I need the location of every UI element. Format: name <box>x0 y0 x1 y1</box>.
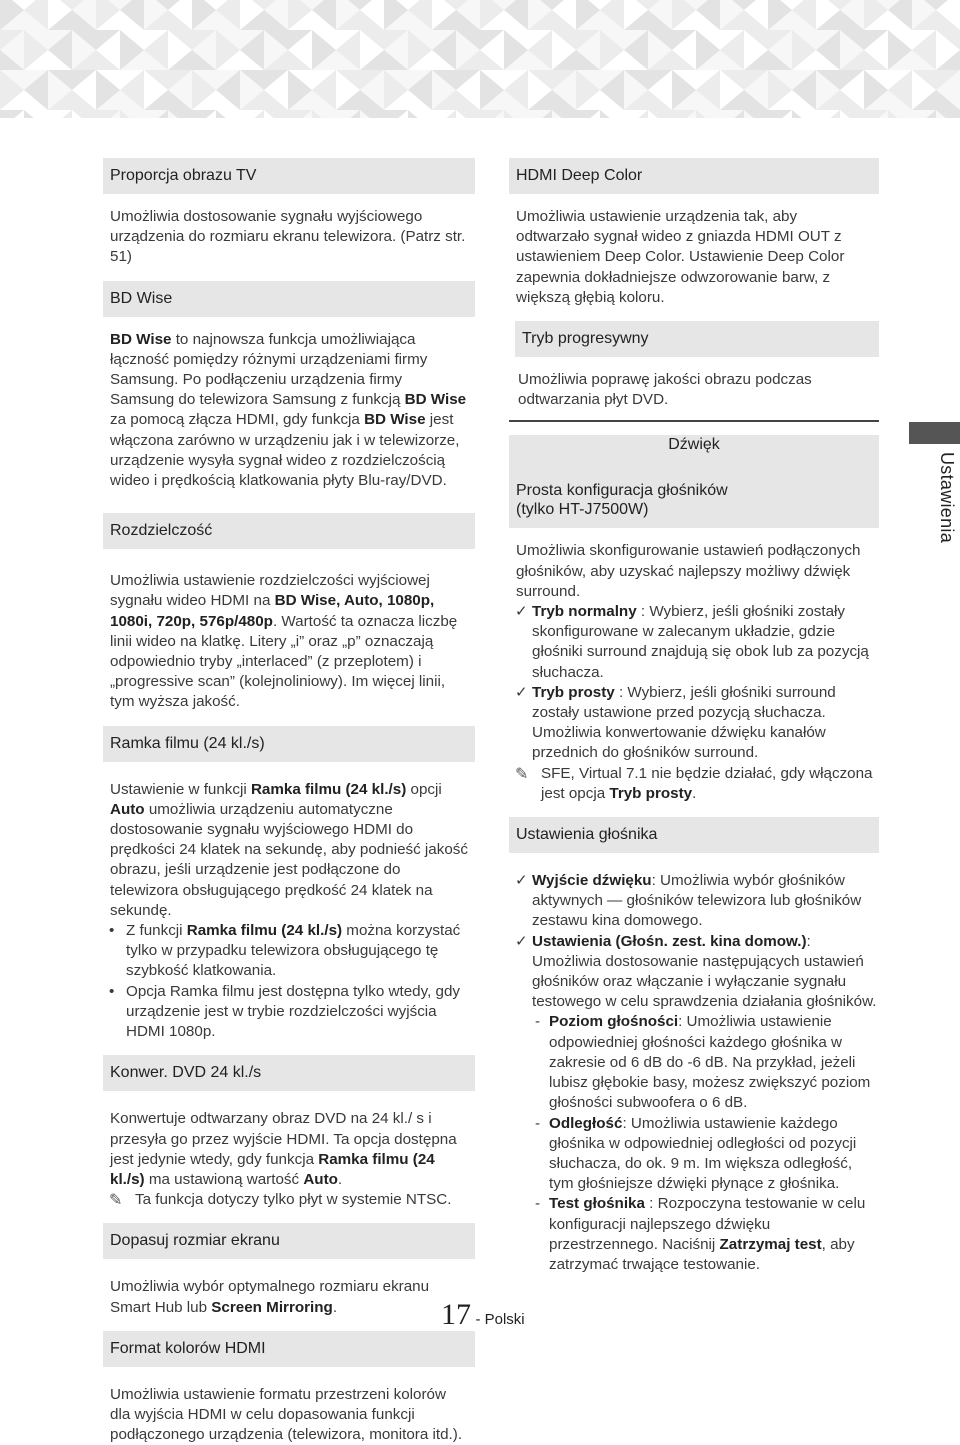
section-body-speaker-config: Umożliwia skonfigurowanie ustawień podłączonych głośników, aby uzyskać najlepszy możliwy dźwięk surround. <box>516 542 861 600</box>
check-icon: ✓ <box>515 932 528 950</box>
check-item: ✓ Tryb prosty : Wybierz, jeśli głośniki surround zostały ustawione przed pozycją słuchacza. Umożliwia konwertowanie dźwięku kanałów przednich do głośników surround. <box>515 683 836 762</box>
bullet-icon: • <box>109 922 115 940</box>
section-divider <box>509 420 879 422</box>
side-tab-settings <box>909 422 960 572</box>
note-item: ✎ SFE, Virtual 7.1 nie będzie działać, gdy włączona jest opcja Tryb prosty. <box>515 764 873 802</box>
geometric-pattern <box>0 0 960 118</box>
check-item: ✓ Ustawienia (Głośn. zest. kina domow.): Umożliwia dostosowanie następujących ustawień głośników oraz włączanie i wyłączanie sygnału testowego w celu sprawdzenia działania głośników. <box>515 932 877 1011</box>
note-item: ✎ Ta funkcja dotyczy tylko płyt w systemie NTSC. <box>103 1190 475 1210</box>
section-body-fit-screen: Umożliwia wybór optymalnego rozmiaru ekranu Smart Hub lub Screen Mirroring. <box>110 1278 430 1316</box>
section-body-dvd-convert: Konwertuje odtwarzany obraz DVD na 24 kl./ s i przesyła go przez wyjście HDMI. Ta opcja dostępna jest jedynie wtedy, gdy funkcja Ramka filmu (24 kl./s) ma ustawioną wartość Auto. <box>110 1110 457 1188</box>
section-title-speaker-config: Prosta konfiguracja głośników (tylko HT-J7500W) <box>509 475 879 528</box>
section-body-progressive: Umożliwia poprawę jakości obrazu podczas odtwarzania płyt DVD. <box>518 371 812 409</box>
check-icon: ✓ <box>515 872 528 890</box>
section-body-hdmi-color-format: Umożliwia ustawienie formatu przestrzeni kolorów dla wyjścia HDMI w celu dopasowania funkcji podłączonego urządzenia (telewizora, monitora itd.). <box>110 1385 463 1444</box>
section-body-resolution: Umożliwia ustawienie rozdzielczości wyjściowej sygnału wideo HDMI na BD Wise, Auto, 1080p, 1080i, 720p, 576p/480p. Wartość ta oznacza liczbę linii wideo na klatkę. Litery „i” oraz „p” oznaczają odpowiednio tryby „interlaced” (z przeplotem) i „progressive scan” (kolejnoliniowy). Im więcej linii, tym wyższa jakość. <box>110 572 458 711</box>
check-icon: ✓ <box>515 603 528 621</box>
check-item: ✓ Tryb normalny : Wybierz, jeśli głośniki zostały skonfigurowane w zalecanym układzie, gdzie głośniki surround znajdują się obok lub za pozycją słuchacza. <box>515 603 869 681</box>
section-title-resolution: Rozdzielczość <box>103 513 475 549</box>
section-body-aspect-ratio: Umożliwia dostosowanie sygnału wyjściowego urządzenia do rozmiaru ekranu telewizora. (Patrz str. 51) <box>110 208 466 266</box>
section-title-dvd-convert: Konwer. DVD 24 kl./s <box>103 1055 475 1091</box>
right-column <box>509 158 879 1275</box>
section-body-deep-color: Umożliwia ustawienie urządzenia tak, aby odtwarzało sygnał wideo z gniazda HDMI OUT z ustawieniem Deep Color. Ustawienie Deep Color zapewnia dokładniejsze odwzorowanie barw, z większą głębią koloru. <box>516 208 845 306</box>
section-title-aspect-ratio: Proporcja obrazu TV <box>103 158 475 194</box>
check-icon: ✓ <box>515 683 528 701</box>
section-title-film-frame: Ramka filmu (24 kl./s) <box>103 726 475 762</box>
page-number: 17 <box>441 1298 471 1331</box>
dash-marker: - <box>535 1114 541 1132</box>
dash-marker: - <box>535 1013 541 1031</box>
section-body-film-frame: Ustawienie w funkcji Ramka filmu (24 kl./s) opcji Auto umożliwia urządzeniu automatyczne dostosowanie sygnału wyjściowego HDMI do prędkości 24 klatek na sekundę, aby podnieść jakość obrazu, jeśli urządzenie jest podłączone do telewizora obsługującego prędkość 24 klatek na sekundę. <box>110 780 468 919</box>
check-item: ✓ Wyjście dźwięku: Umożliwia wybór głośników aktywnych — głośników telewizora lub głośników zestawu kina domowego. <box>515 872 862 930</box>
dash-marker: - <box>535 1195 541 1213</box>
section-title-sound: Dźwięk <box>509 435 879 479</box>
bullet-item: • Opcja Ramka filmu jest dostępna tylko wtedy, gdy urządzenie jest w trybie rozdzielczości wyjścia HDMI 1080p. <box>109 982 460 1041</box>
bullet-item: • Z funkcji Ramka filmu (24 kl./s) można korzystać tylko w przypadku telewizora obsługującego tę szybkość klatkowania. <box>109 922 461 980</box>
section-title-bd-wise: BD Wise <box>103 281 475 317</box>
dash-item: - Odległość: Umożliwia ustawienie każdego głośnika w odpowiedniej odległości od pozycji słuchacza, do ok. 9 m. Im większa odległość, tym głośniejsze dźwięki płynące z głośnika. <box>535 1114 857 1193</box>
decorative-pattern-banner <box>0 0 960 118</box>
page-language: - Polski <box>475 1311 525 1328</box>
section-title-fit-screen: Dopasuj rozmiar ekranu <box>103 1223 475 1259</box>
note-pencil-icon: ✎ <box>109 1192 123 1210</box>
dash-item: - Poziom głośności: Umożliwia ustawienie odpowiedniej głośności każdego głośnika w zakresie od 6 dB do -6 dB. Na przykład, jeżeli lubisz głębokie basy, możesz zwiększyć poziom głośności subwoofera o 6 dB. <box>535 1013 871 1112</box>
section-title-deep-color: HDMI Deep Color <box>509 158 879 194</box>
section-title-progressive: Tryb progresywny <box>515 321 879 357</box>
left-column <box>103 158 475 1445</box>
section-title-hdmi-color-format: Format kolorów HDMI <box>103 1331 475 1367</box>
section-title-speaker-settings: Ustawienia głośnika <box>509 817 879 853</box>
dash-item: - Test głośnika : Rozpoczyna testowanie w celu konfiguracji najlepszego dźwięku przestrzennego. Naciśnij Zatrzymaj test, aby zatrzymać trwające testowanie. <box>535 1195 866 1273</box>
section-body-bd-wise: BD Wise to najnowsza funkcja umożliwiająca łączność pomiędzy różnymi urządzeniami firmy Samsung. Po podłączeniu urządzenia firmy Samsung do telewizora Samsung z funkcją BD Wise za pomocą złącza HDMI, gdy funkcja BD Wise jest włączona zarówno w urządzeniu jak i w telewizorze, urządzenie wysyła sygnał wideo z rozdzielczością wideo i prędkością klatkowania płyty Blu-ray/DVD. <box>110 330 467 490</box>
bullet-icon: • <box>109 982 115 1000</box>
side-tab-bar <box>909 422 960 444</box>
side-tab-label: Ustawienia <box>937 452 957 544</box>
note-pencil-icon: ✎ <box>515 765 529 783</box>
